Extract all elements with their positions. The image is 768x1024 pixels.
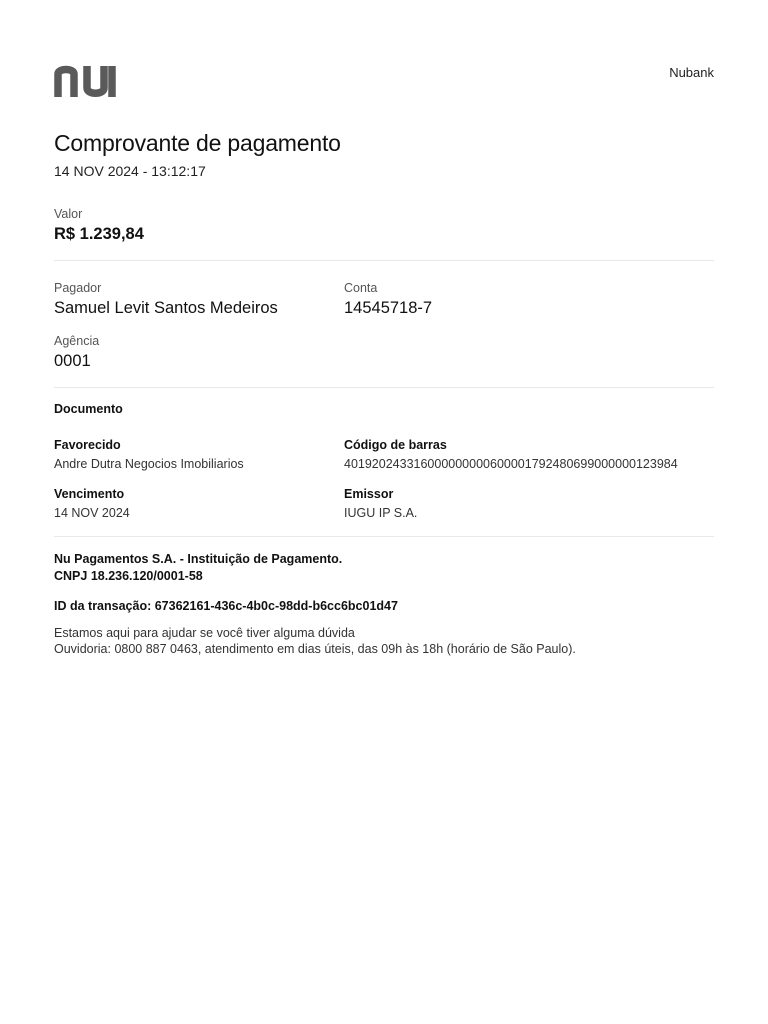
company-info: [54, 551, 714, 585]
issuer-value: IUGU IP S.A.: [344, 506, 418, 520]
due-date-label: Vencimento: [54, 487, 125, 501]
beneficiary-field: [54, 438, 344, 471]
account-field: [344, 281, 714, 318]
due-date-value: 14 NOV 2024: [54, 506, 130, 520]
divider: [54, 536, 714, 537]
transaction-id: ID da transação: 67362161-436c-4b0c-98dd-b6cc6bc01d47: [54, 599, 398, 613]
receipt-datetime: 14 NOV 2024 - 13:12:17: [54, 163, 206, 179]
document-row: [54, 438, 714, 471]
brand-name: Nubank: [669, 65, 714, 80]
payer-field: [54, 281, 344, 318]
ombudsman-line: Ouvidoria: 0800 887 0463, atendimento em dias úteis, das 09h às 18h (horário de São Paulo).: [54, 642, 576, 656]
company-name: Nu Pagamentos S.A. - Instituição de Pagamento.: [54, 552, 343, 566]
amount-label: Valor: [54, 207, 83, 221]
payer-label: Pagador: [54, 281, 102, 295]
amount-value: R$ 1.239,84: [54, 225, 144, 243]
issuer-label: Emissor: [344, 487, 394, 501]
company-cnpj: CNPJ 18.236.120/0001-58: [54, 569, 203, 583]
issuer-field: [344, 487, 714, 520]
divider: [54, 260, 714, 261]
divider: [54, 387, 714, 388]
payer-section: [54, 281, 714, 371]
agency-field: [54, 334, 344, 371]
beneficiary-label: Favorecido: [54, 438, 121, 452]
barcode-label: Código de barras: [344, 438, 447, 452]
document-title: Documento: [54, 402, 123, 416]
amount-block: [54, 207, 714, 244]
nubank-logo-icon: [54, 64, 118, 98]
help-line: Estamos aqui para ajudar se você tiver alguma dúvida: [54, 626, 355, 640]
payer-name: Samuel Levit Santos Medeiros: [54, 299, 278, 317]
barcode-value: 401920243316000000000600001792480699000000123984: [344, 457, 678, 471]
account-value: 14545718-7: [344, 299, 433, 317]
receipt-header: [54, 0, 714, 118]
help-text: [54, 625, 714, 657]
account-label: Conta: [344, 281, 378, 295]
due-date-field: [54, 487, 344, 520]
agency-label: Agência: [54, 334, 100, 348]
document-row: [54, 487, 714, 520]
beneficiary-value: Andre Dutra Negocios Imobiliarios: [54, 457, 244, 471]
page-title: Comprovante de pagamento: [54, 130, 341, 156]
receipt-page: [54, 0, 714, 657]
agency-value: 0001: [54, 352, 91, 370]
barcode-field: [344, 438, 714, 471]
